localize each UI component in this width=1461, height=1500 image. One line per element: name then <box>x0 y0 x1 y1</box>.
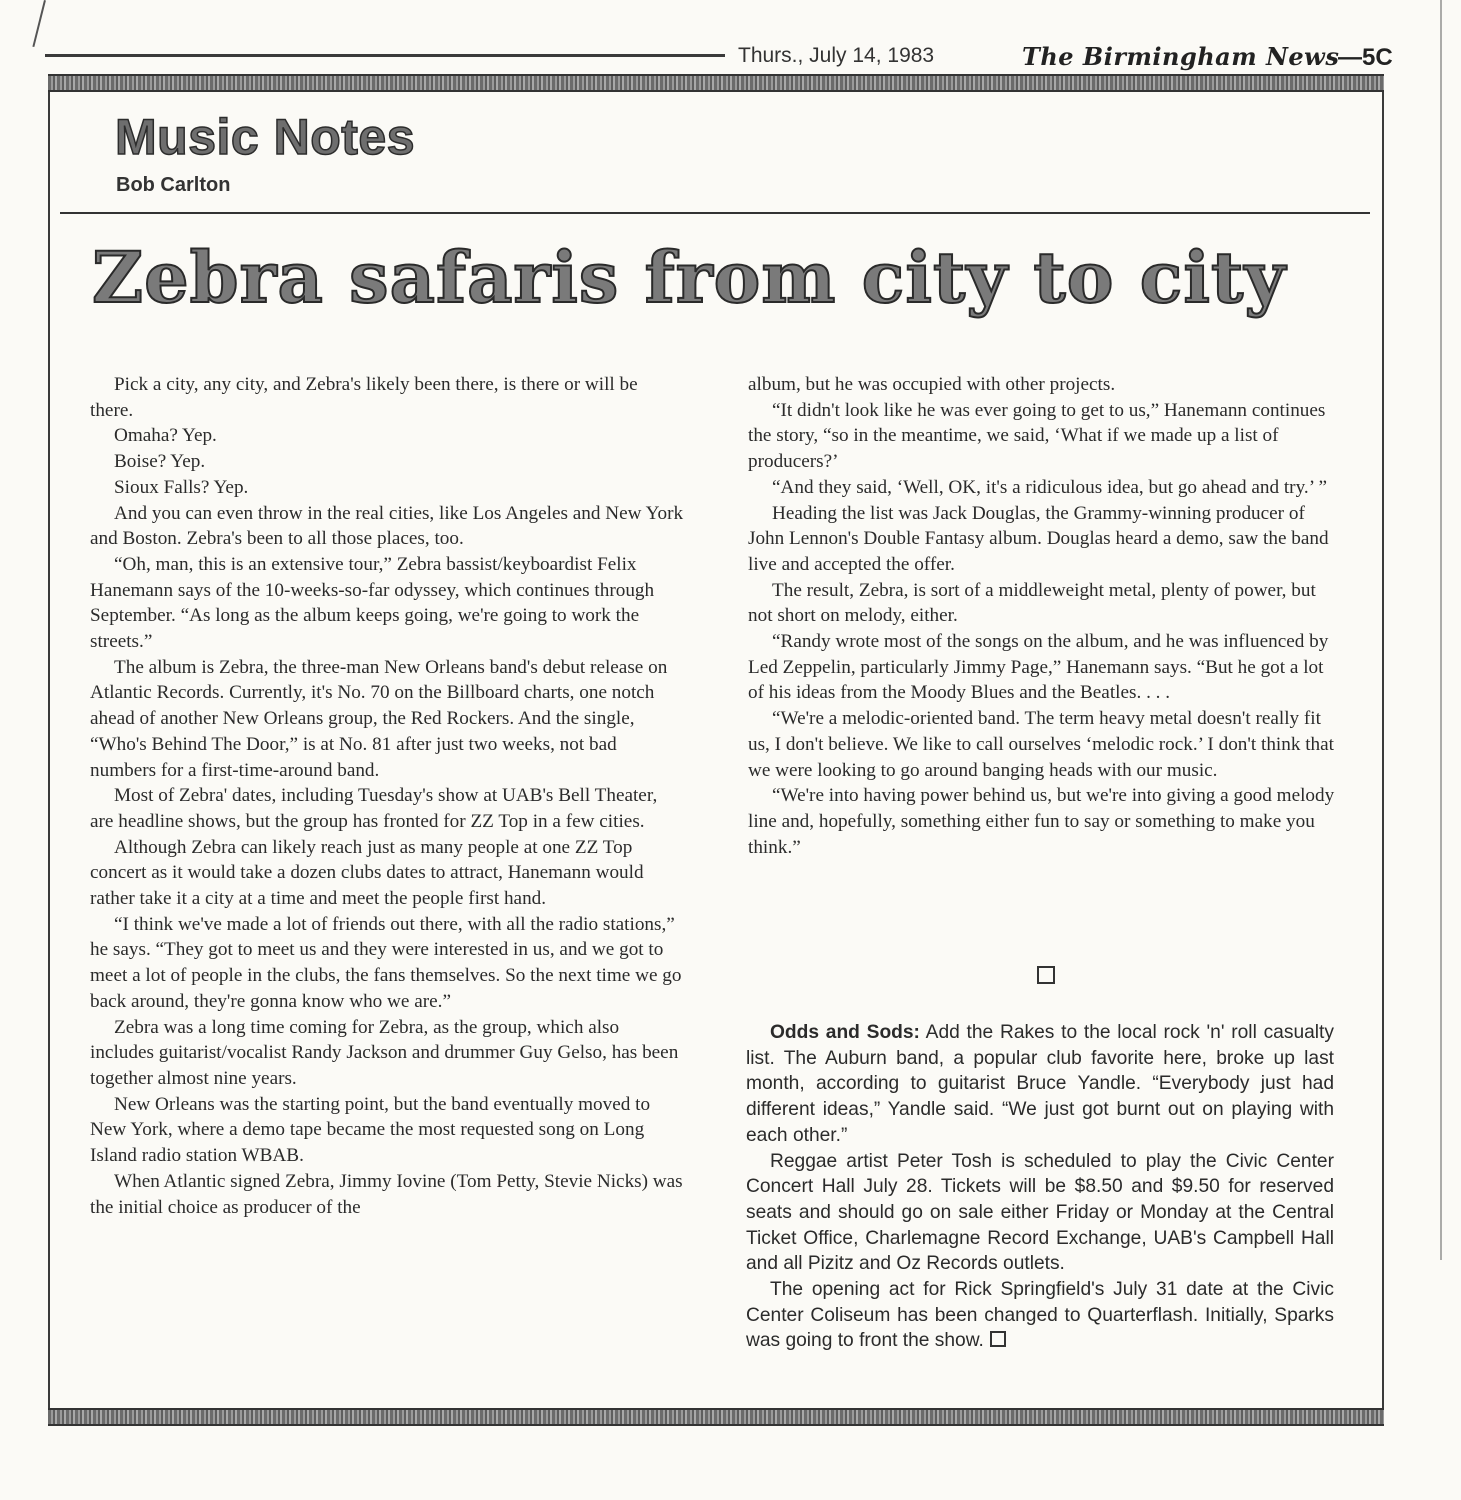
paragraph: album, but he was occupied with other projects. <box>748 374 1116 395</box>
column-title: Music Notes <box>115 109 416 165</box>
paragraph: “Randy wrote most of the songs on the album, and he was influenced by Led Zeppelin, particularly Jimmy Page,” Hanemann says. “But he got a lot of his ideas from the Moody Blues and the Beatles. . . . <box>748 631 1329 704</box>
headline: Zebra safaris from city to city <box>92 236 1286 319</box>
odds-paragraph <box>746 1277 1334 1354</box>
odds-paragraph <box>746 1020 1334 1149</box>
paragraph: Heading the list was Jack Douglas, the Grammy-winning producer of John Lennon's Double Fantasy album. Douglas heard a demo, saw the band live and accepted the offer. <box>748 502 1329 575</box>
paragraph: The album is Zebra, the three-man New Orleans band's debut release on Atlantic Records. Currently, it's No. 70 on the Billboard charts, one notch ahead of another New Orleans group, the Red Rockers. And the single, “Who's Behind The Door,” is at No. 81 after just two weeks, not bad numbers for a first-time-around band. <box>90 656 668 781</box>
paragraph: Sioux Falls? Yep. <box>114 476 249 498</box>
bottom-border-band <box>48 1408 1384 1426</box>
odds-text: Add the Rakes to the local rock 'n' roll casualty list. The Auburn band, a popular club favorite here, broke up last month, according to guitarist Bruce Yandle. “Everybody just had different ideas,” Yandle said. “We just got burnt out on playing with each other.” <box>746 1022 1334 1146</box>
paragraph: Pick a city, any city, and Zebra's likely been there, is there or will be there. <box>90 374 638 421</box>
newspaper-masthead: The Birmingham News <box>1022 42 1340 71</box>
paragraph: “And they said, ‘Well, OK, it's a ridiculous idea, but go ahead and try.’ ” <box>772 476 1327 498</box>
article-left-column <box>90 372 685 1220</box>
paragraph: When Atlantic signed Zebra, Jimmy Iovine (Tom Petty, Stevie Nicks) was the initial choice as producer of the <box>90 1170 683 1218</box>
dateline-date: Thurs., July 14, 1983 <box>738 44 935 67</box>
paragraph: Although Zebra can likely reach just as many people at one ZZ Top concert as it would take a dozen clubs dates to attract, Hanemann would rather take it a city at a time and meet the people first hand. <box>90 836 644 910</box>
paragraph: “Oh, man, this is an extensive tour,” Zebra bassist/keyboardist Felix Hanemann says of the 10-weeks-so-far odyssey, which continues through September. “As long as the album keeps going, we're going to work the streets.” <box>90 553 655 653</box>
paragraph: Zebra was a long time coming for Zebra, as the group, which also includes guitarist/vocalist Randy Jackson and drummer Guy Gelso, has been together almost nine years. <box>90 1016 679 1089</box>
end-mark-box <box>990 1331 1006 1347</box>
paragraph: The result, Zebra, is sort of a middleweight metal, plenty of power, but not short on melody, either. <box>748 579 1316 627</box>
odds-and-sods-section <box>746 1020 1334 1354</box>
paragraph: “I think we've made a lot of friends out there, with all the radio stations,” he says. “They got to meet us and they were interested in us, and we got to meet a lot of people in the clubs, the fans themselves. So the next time we go back around, they're gonna know who we are.” <box>90 913 682 1012</box>
odds-lead: Odds and Sods: <box>770 1022 920 1043</box>
header-divider <box>60 212 1370 214</box>
odds-text: The opening act for Rick Springfield's July 31 date at the Civic Center Coliseum has been changed to Quarterflash. Initially, Sparks was going to front the show. <box>746 1279 1334 1352</box>
top-border-band <box>48 74 1384 92</box>
paragraph: And you can even throw in the real cities, like Los Angeles and New York and Boston. Zebra's been to all those places, too. <box>90 502 684 550</box>
paragraph: New Orleans was the starting point, but the band eventually moved to New York, where a demo tape became the most requested song on Long Island radio station WBAB. <box>90 1093 651 1167</box>
paragraph: Boise? Yep. <box>114 451 206 473</box>
page-number: —5C <box>1338 44 1393 71</box>
paragraph: Omaha? Yep. <box>114 425 217 447</box>
paragraph: “We're into having power behind us, but we're into giving a good melody line and, hopefully, something either fun to say or something to make you think.” <box>748 785 1335 858</box>
byline: Bob Carlton <box>116 174 231 196</box>
section-separator-box <box>1037 966 1055 984</box>
paragraph: “It didn't look like he was ever going to get to us,” Hanemann continues the story, “so in the meantime, we said, ‘What if we made up a list of producers?’ <box>748 399 1326 473</box>
pen-mark <box>32 0 46 47</box>
clipping-edge <box>1440 0 1442 1260</box>
paragraph: Most of Zebra' dates, including Tuesday's show at UAB's Bell Theater, are headline shows, but the group has fronted for ZZ Top in a few cities. <box>90 785 658 832</box>
paragraph: “We're a melodic-oriented band. The term heavy metal doesn't really fit us, I don't believe. We like to call ourselves ‘melodic rock.’ I don't think that we were looking to go around banging heads with our music. <box>748 708 1334 781</box>
odds-paragraph: Reggae artist Peter Tosh is scheduled to play the Civic Center Concert Hall July 28. Tickets will be $8.50 and $9.50 for reserved seats and should go on sale either Friday or Monday at the Central Ticket Office, Charlemagne Record Exchange, UAB's Campbell Hall and all Pizitz and Oz Records outlets. <box>746 1150 1334 1275</box>
dateline-rule <box>45 54 725 57</box>
article-right-column <box>748 372 1338 860</box>
